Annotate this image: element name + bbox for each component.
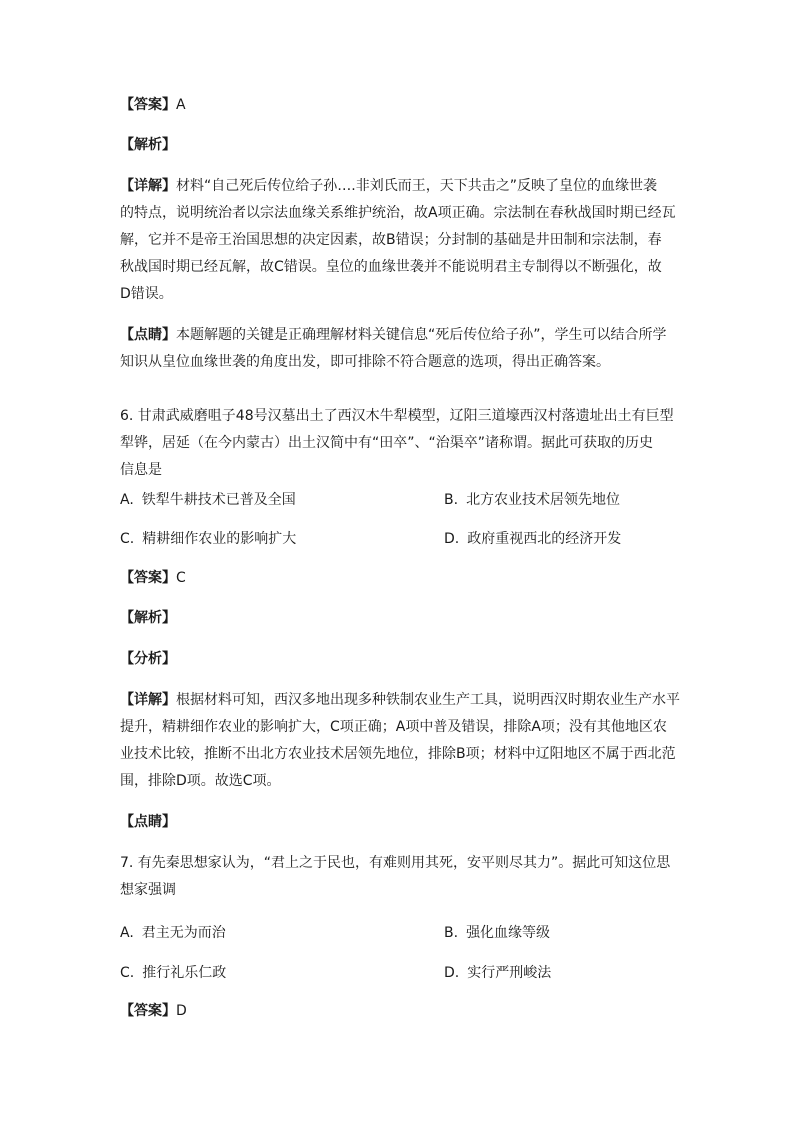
q6-option-c: C. 精耕细作农业的影响扩大 <box>120 531 297 547</box>
q5-note-line: 【点睛】本题解题的关键是正确理解材料关键信息“死后传位给子孙”，学生可以结合所学 <box>120 327 667 343</box>
q5-analysis-tag: 【解析】 <box>120 137 176 153</box>
q6-detail-line: 业技术比较，推断不出北方农业技术居领先地位，排除B项；材料中辽阳地区不属于西北范 <box>120 746 676 762</box>
q6-stem-line: 犁铧，居延（在今内蒙古）出土汉简中有“田卒”、“治渠卒”诸称谓。据此可获取的历史 <box>120 435 654 451</box>
q7-answer <box>120 998 675 1025</box>
q5-detail-line: D错误。 <box>120 286 173 302</box>
q6-analysis-tag: 【解析】 <box>120 610 176 626</box>
q7-answer-tag: 【答案】 <box>120 1003 176 1019</box>
q6-option-d: D. 政府重视西北的经济开发 <box>444 531 622 547</box>
q5-answer-value: A <box>176 97 186 113</box>
q6-option-b: B. 北方农业技术居领先地位 <box>444 492 621 508</box>
q5-detail <box>120 173 675 308</box>
q5-detail-line: 解，它并不是帝王治国思想的决定因素，故B错误；分封制的基础是井田制和宗法制，春 <box>120 232 662 248</box>
q5-answer-tag: 【答案】 <box>120 97 176 113</box>
q5-note-line: 知识从皇位血缘世袭的角度出发，即可排除不符合题意的选项，得出正确答案。 <box>120 354 610 370</box>
q5-note <box>120 322 675 376</box>
q6-detail-line: 【详解】根据材料可知，西汉多地出现多种铁制农业生产工具，说明西汉时期农业生产水平 <box>120 692 680 708</box>
q7-answer-value: D <box>176 1003 187 1019</box>
q6-fenxi-tag: 【分析】 <box>120 651 176 667</box>
q6-answer-value: C <box>176 570 186 586</box>
q7-stem-line: 想家强调 <box>120 882 176 898</box>
q6-fenxi-heading <box>120 646 675 673</box>
q5-note-tag: 【点睛】 <box>120 327 176 343</box>
q6-detail-line: 围，排除D项。故选C项。 <box>120 773 281 789</box>
q7-option-b: B. 强化血缘等级 <box>444 925 551 941</box>
q6-detail <box>120 687 680 795</box>
q6-stem-line: 信息是 <box>120 462 162 478</box>
q6-note-heading <box>120 809 675 836</box>
q5-detail-line: 【详解】材料“自己死后传位给子孙….非刘氏而王，天下共击之”反映了皇位的血缘世袭 <box>120 178 657 194</box>
q6-detail-line: 提升，精耕细作农业的影响扩大，C项正确；A项中普及错误，排除A项；没有其他地区农 <box>120 719 667 735</box>
q7-stem-line: 7. 有先秦思想家认为，“君上之于民也，有难则用其死，安平则尽其力”。据此可知这位思 <box>120 855 671 871</box>
q6-analysis-heading <box>120 605 675 632</box>
q5-detail-tag: 【详解】 <box>120 178 176 194</box>
q6-stem <box>120 403 675 484</box>
q7-option-d: D. 实行严刑峻法 <box>444 965 552 981</box>
q5-answer <box>120 92 675 119</box>
q6-stem-line: 6. 甘肃武威磨咀子48号汉墓出土了西汉木牛犁模型，辽阳三道壕西汉村落遗址出土有巨型 <box>120 408 674 424</box>
q5-analysis-heading <box>120 132 675 159</box>
q7-stem <box>120 850 675 904</box>
q6-option-a: A. 铁犁牛耕技术已普及全国 <box>120 492 296 508</box>
q6-detail-tag: 【详解】 <box>120 692 176 708</box>
q6-note-tag: 【点睛】 <box>120 814 176 830</box>
q6-answer <box>120 565 675 592</box>
q5-detail-line: 的特点，说明统治者以宗法血缘关系维护统治，故A项正确。宗法制在春秋战国时期已经瓦 <box>120 205 676 221</box>
q6-answer-tag: 【答案】 <box>120 570 176 586</box>
q5-detail-line: 秋战国时期已经瓦解，故C错误。皇位的血缘世袭并不能说明君主专制得以不断强化，故 <box>120 259 662 275</box>
q7-option-a: A. 君主无为而治 <box>120 925 226 941</box>
q7-option-c: C. 推行礼乐仁政 <box>120 965 227 981</box>
